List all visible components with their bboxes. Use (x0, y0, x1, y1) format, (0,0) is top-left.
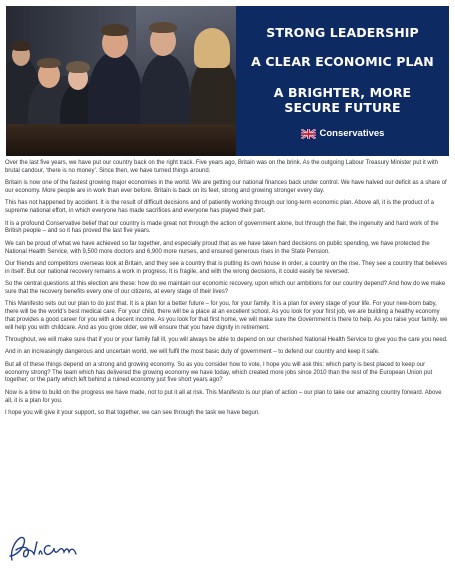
paragraph: Now is a time to build on the progress we have made, not to put it all at risk. This Manifesto is our plan of action – our plan to take our amazing country forward. Above all, it is a plan for you. (5, 389, 442, 404)
paragraph: Throughout, we will make sure that if you or your family fall ill, you will always be able to depend on our cherished National Health Service to give you the care you need. (5, 337, 448, 344)
party-name: Conservatives (319, 128, 385, 139)
header-banner (6, 6, 449, 156)
paragraph: But all of these things depend on a strong and growing economy. So as you consider how to vote, I hope you will ask this: which party is best placed to keep our economy strong? The team which has delivered the growing economy we have today, which created more jobs since 2010 than the rest of the European Union put together; or the party which left behind a ruined economy just five short years ago? (5, 361, 433, 384)
paragraph: Our friends and competitors overseas look at Britain, and they see a country that is putting its own house in order, a country on the rise. They see a country that believes in itself. But our national recovery remains a work in progress. It is fragile, and with the wrong decisions, it could easily be reversed. (5, 260, 448, 275)
paragraph: So the central questions at this election are these: how do we maintain our economic recovery, upon which our ambitions for our country depend? And how do we make sure that the recovery benefits every one of our citizens, at every stage of their lives? (5, 281, 446, 295)
paragraph: Britain is now one of the fastest growing major economies in the world. We are getting our national finances back under control. We have halved our deficit as a share of our economy. More people are in work than ever before. Britain is back on its feet, strong and growing stronger every day. (5, 180, 447, 194)
slogan-line-3: A BRIGHTER, MORE SECURE FUTURE (273, 85, 412, 115)
slogan-line-2: A CLEAR ECONOMIC PLAN (251, 54, 434, 69)
union-flag-icon (301, 129, 316, 139)
paragraph: This Manifesto sets out our plan to do just that. It is a plan for a better future – for you, for your family. It is a plan for every stage of your life. For your new-born baby, there will be the world’s best medical care. For your child, there will be a place at an excellent school. As you look for your first job, we are building a healthy economy that provides a good career for you with a decent income. As you look for that first home, we will make sure the Government is there to help. As you raise your family, we will help you with childcare. And as you grow older, we will ensure that you have dignity in retirement. (5, 301, 448, 331)
slogan-panel (236, 6, 449, 156)
paragraph: I hope you will give it your support, so that together, we can see through the task we have begun. (5, 410, 260, 417)
signature (6, 532, 90, 564)
paragraph: This has not happened by accident. It is the result of difficult decisions and of patiently working through our long-term economic plan. Above all, it is the product of a supreme national effort, in which everyone has made sacrifices and everyone has played their part. (5, 200, 434, 215)
paragraph: Over the last five years, we have put our country back on the right track. Five years ago, Britain was on the brink. As the outgoing Labour Treasury Minister put it with brutal candour, ‘there is no money’. Since then, we have turned things around. (5, 160, 438, 174)
party-brand (236, 128, 449, 139)
paragraph: And in an increasingly dangerous and uncertain world, we will fulfil the most basic duty of government – to defend our country and keep it safe. (5, 349, 380, 356)
paragraph: It is a profound Conservative belief that our country is made great not through the action of government alone, but through the flair, the ingenuity and hard work of the British people – and so it has proved the last five years. (5, 220, 439, 235)
cabinet-photo (6, 6, 236, 156)
foreword-text (5, 160, 450, 422)
slogan-line-1: STRONG LEADERSHIP (266, 25, 419, 40)
paragraph: We can be proud of what we have achieved so far together, and especially proud that as we have taken hard decisions on public spending, we have protected the National Health Service, with 9,500 more doctors and 6,900 more nurses, and ensured generous rises in the State Pension. (5, 240, 430, 255)
